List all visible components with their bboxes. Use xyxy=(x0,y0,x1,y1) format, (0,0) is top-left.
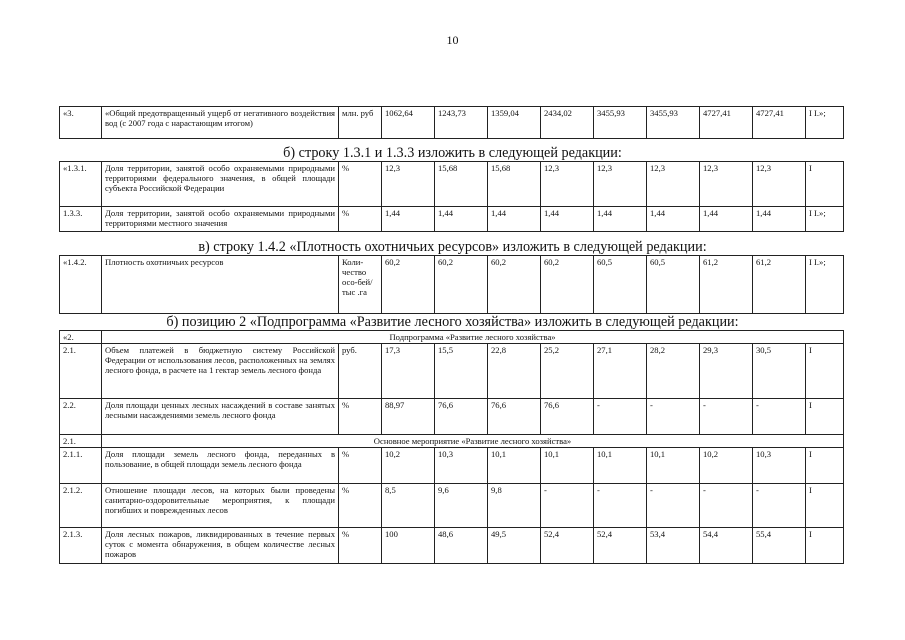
section-title: Основное мероприятие «Развитие лесного хозяйства» xyxy=(102,435,844,448)
section-title: Подпрограмма «Развитие лесного хозяйства» xyxy=(102,331,844,344)
value-cell: 15,5 xyxy=(435,344,488,399)
value-cell: 4727,41 xyxy=(753,107,806,139)
value-cell: 1,44 xyxy=(753,207,806,232)
value-cell: 28,2 xyxy=(647,344,700,399)
value-cell: 60,2 xyxy=(435,256,488,314)
value-cell: 12,3 xyxy=(647,162,700,207)
value-cell: - xyxy=(594,484,647,528)
last-cell: I xyxy=(806,484,844,528)
row-number: 1.3.3. xyxy=(60,207,102,232)
last-cell: I I.»; xyxy=(806,256,844,314)
value-cell: 22,8 xyxy=(488,344,541,399)
last-cell: I I.»; xyxy=(806,107,844,139)
value-cell: 100 xyxy=(382,528,435,564)
data-table xyxy=(59,330,844,564)
table-row xyxy=(60,344,844,399)
table-row xyxy=(60,162,844,207)
last-cell: I xyxy=(806,162,844,207)
value-cell: 1243,73 xyxy=(435,107,488,139)
indicator-name: Доля территории, занятой особо охраняемыми природными территориями федерального значения, в общей площади субъекта Российской Федерации xyxy=(102,162,339,207)
value-cell: 60,5 xyxy=(647,256,700,314)
data-table xyxy=(59,255,844,314)
unit-cell: Коли-чество осо-бей/тыс .га xyxy=(339,256,382,314)
value-cell: 17,3 xyxy=(382,344,435,399)
value-cell: 52,4 xyxy=(594,528,647,564)
page-number: 10 xyxy=(446,33,459,47)
value-cell: 1,44 xyxy=(435,207,488,232)
value-cell: 12,3 xyxy=(382,162,435,207)
indicator-name: Плотность охотничьих ресурсов xyxy=(102,256,339,314)
indicator-name: Доля площади ценных лесных насаждений в составе занятых лесными насаждениями земель лесного фонда xyxy=(102,399,339,435)
indicator-name: Доля лесных пожаров, ликвидированных в течение первых суток с момента обнаружения, в общем количестве лесных пожаров xyxy=(102,528,339,564)
last-cell: I xyxy=(806,344,844,399)
value-cell: 61,2 xyxy=(700,256,753,314)
row-number: «2. xyxy=(60,331,102,344)
unit-cell: % xyxy=(339,528,382,564)
value-cell: 15,68 xyxy=(488,162,541,207)
indicator-name: Доля территории, занятой особо охраняемыми природными территориями местного значения xyxy=(102,207,339,232)
row-number: 2.1.3. xyxy=(60,528,102,564)
heading-row-1-4-2: в) строку 1.4.2 «Плотность охотничьих ресурсов» изложить в следующей редакции: xyxy=(198,239,707,255)
value-cell: 8,5 xyxy=(382,484,435,528)
value-cell: 15,68 xyxy=(435,162,488,207)
value-cell: 88,97 xyxy=(382,399,435,435)
value-cell: 52,4 xyxy=(541,528,594,564)
value-cell: 10,1 xyxy=(541,448,594,484)
last-cell: I xyxy=(806,448,844,484)
table-row xyxy=(60,435,844,448)
value-cell: 10,2 xyxy=(700,448,753,484)
value-cell: 76,6 xyxy=(435,399,488,435)
value-cell: 3455,93 xyxy=(594,107,647,139)
table-row xyxy=(60,448,844,484)
last-cell: I xyxy=(806,399,844,435)
value-cell: 49,5 xyxy=(488,528,541,564)
table-hunting-resources xyxy=(59,255,843,314)
row-number: «1.3.1. xyxy=(60,162,102,207)
value-cell: - xyxy=(753,399,806,435)
data-table xyxy=(59,161,844,232)
value-cell: 1,44 xyxy=(541,207,594,232)
value-cell: 55,4 xyxy=(753,528,806,564)
value-cell: 12,3 xyxy=(700,162,753,207)
row-number: 2.2. xyxy=(60,399,102,435)
value-cell: 10,2 xyxy=(382,448,435,484)
unit-cell: % xyxy=(339,399,382,435)
value-cell: 9,6 xyxy=(435,484,488,528)
value-cell: 1,44 xyxy=(647,207,700,232)
value-cell: - xyxy=(700,399,753,435)
value-cell: 1,44 xyxy=(382,207,435,232)
table-row xyxy=(60,331,844,344)
value-cell: 61,2 xyxy=(753,256,806,314)
value-cell: 54,4 xyxy=(700,528,753,564)
table-protected-territories xyxy=(59,161,843,232)
unit-cell: % xyxy=(339,448,382,484)
value-cell: 48,6 xyxy=(435,528,488,564)
value-cell: 60,5 xyxy=(594,256,647,314)
heading-rows-1-3: б) строку 1.3.1 и 1.3.3 изложить в следующей редакции: xyxy=(283,145,622,161)
unit-cell: % xyxy=(339,207,382,232)
table-row xyxy=(60,484,844,528)
value-cell: 10,1 xyxy=(647,448,700,484)
value-cell: 60,2 xyxy=(488,256,541,314)
value-cell: 10,1 xyxy=(594,448,647,484)
value-cell: 27,1 xyxy=(594,344,647,399)
value-cell: 3455,93 xyxy=(647,107,700,139)
value-cell: 60,2 xyxy=(541,256,594,314)
last-cell: I I.»; xyxy=(806,207,844,232)
heading-subprogram-2: б) позицию 2 «Подпрограмма «Развитие лесного хозяйства» изложить в следующей редакции: xyxy=(166,314,739,330)
table-row xyxy=(60,399,844,435)
value-cell: 12,3 xyxy=(594,162,647,207)
value-cell: 12,3 xyxy=(541,162,594,207)
value-cell: - xyxy=(647,484,700,528)
unit-cell: % xyxy=(339,162,382,207)
value-cell: 1,44 xyxy=(594,207,647,232)
value-cell: 10,3 xyxy=(435,448,488,484)
indicator-name: Доля площади земель лесного фонда, переданных в пользование, в общей площади земель лесного фонда xyxy=(102,448,339,484)
indicator-name: «Общий предотвращенный ущерб от негативного воздействия вод (с 2007 года с нарастающим итогом) xyxy=(102,107,339,139)
value-cell: - xyxy=(753,484,806,528)
value-cell: - xyxy=(700,484,753,528)
value-cell: 4727,41 xyxy=(700,107,753,139)
row-number: 2.1.2. xyxy=(60,484,102,528)
value-cell: 12,3 xyxy=(753,162,806,207)
value-cell: - xyxy=(647,399,700,435)
row-number: 2.1. xyxy=(60,435,102,448)
indicator-name: Отношение площади лесов, на которых были проведены санитарно-оздоровительные мероприятия, к площади погибших и поврежденных лесов xyxy=(102,484,339,528)
value-cell: 1062,64 xyxy=(382,107,435,139)
unit-cell: руб. xyxy=(339,344,382,399)
value-cell: 9,8 xyxy=(488,484,541,528)
value-cell: 76,6 xyxy=(488,399,541,435)
value-cell: 76,6 xyxy=(541,399,594,435)
table-forestry-subprogram xyxy=(59,330,843,564)
value-cell: 30,5 xyxy=(753,344,806,399)
row-number: 2.1.1. xyxy=(60,448,102,484)
table-row xyxy=(60,256,844,314)
table-row xyxy=(60,107,844,139)
value-cell: 1,44 xyxy=(488,207,541,232)
row-number: «1.4.2. xyxy=(60,256,102,314)
unit-cell: % xyxy=(339,484,382,528)
value-cell: 10,1 xyxy=(488,448,541,484)
data-table xyxy=(59,106,844,139)
value-cell: - xyxy=(541,484,594,528)
table-flood-damage xyxy=(59,106,843,139)
row-number: «3. xyxy=(60,107,102,139)
value-cell: 25,2 xyxy=(541,344,594,399)
value-cell: 60,2 xyxy=(382,256,435,314)
table-row xyxy=(60,207,844,232)
unit-cell: млн. руб xyxy=(339,107,382,139)
value-cell: 1359,04 xyxy=(488,107,541,139)
value-cell: 1,44 xyxy=(700,207,753,232)
indicator-name: Объем платежей в бюджетную систему Российской Федерации от использования лесов, расположенных на землях лесного фонда, в расчете на 1 гектар земель лесного фонда xyxy=(102,344,339,399)
value-cell: - xyxy=(594,399,647,435)
value-cell: 29,3 xyxy=(700,344,753,399)
row-number: 2.1. xyxy=(60,344,102,399)
last-cell: I xyxy=(806,528,844,564)
value-cell: 2434,02 xyxy=(541,107,594,139)
value-cell: 10,3 xyxy=(753,448,806,484)
table-row xyxy=(60,528,844,564)
value-cell: 53,4 xyxy=(647,528,700,564)
